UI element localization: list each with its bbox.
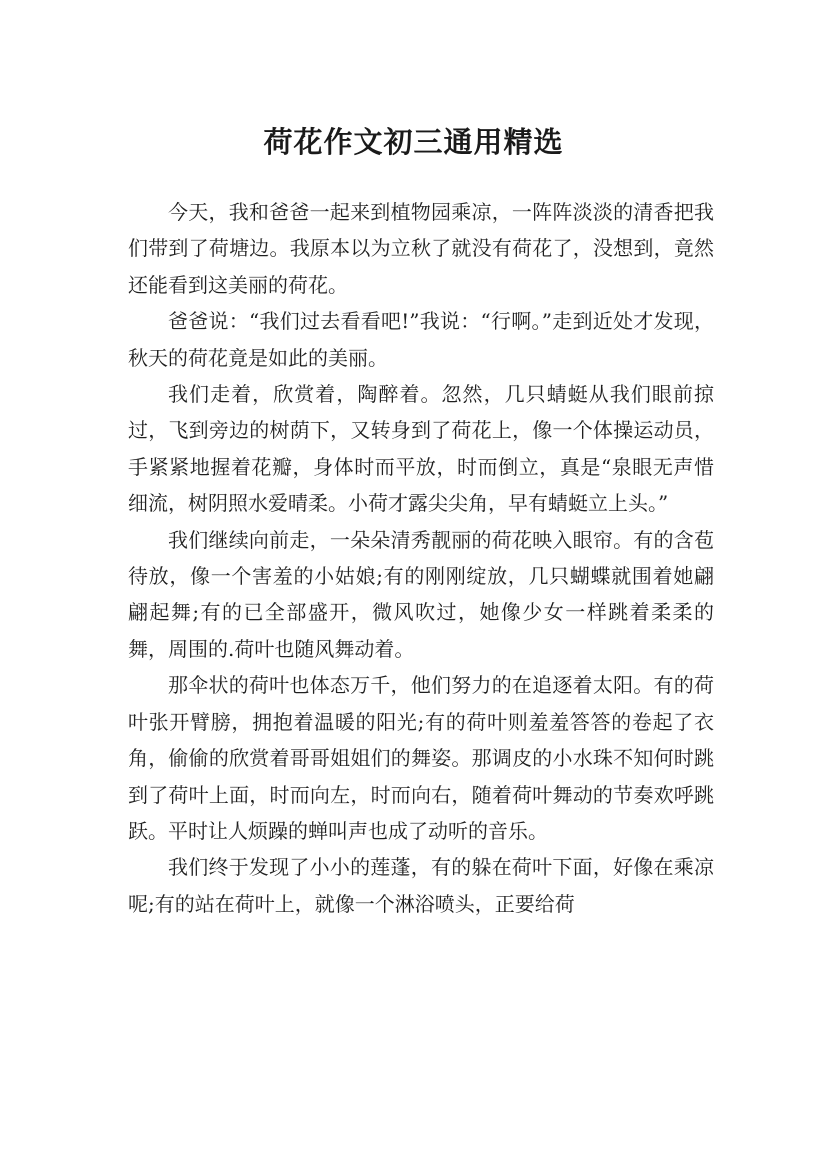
paragraph: 我们走着，欣赏着，陶醉着。忽然，几只蜻蜓从我们眼前掠过，飞到旁边的树荫下，又转身到了荷花上，像一个体操运动员，手紧紧地握着花瓣，身体时而平放，时而倒立，真是“泉眼无声惜细流，树阴照水爱晴柔。小荷才露尖尖角，早有蜻蜓立上头。” [128,382,714,516]
paragraph: 我们终于发现了小小的莲蓬，有的躲在荷叶下面，好像在乘凉呢;有的站在荷叶上，就像一个淋浴喷头，正要给荷 [128,855,714,916]
paragraph: 爸爸说：“我们过去看看吧!”我说：“行啊。”走到近处才发现，秋天的荷花竟是如此的美丽。 [128,309,714,370]
paragraph: 那伞状的荷叶也体态万千，他们努力的在追逐着太阳。有的荷叶张开臂膀，拥抱着温暖的阳光;有的荷叶则羞羞答答的卷起了衣角，偷偷的欣赏着哥哥姐姐们的舞姿。那调皮的小水珠不知何时跳到了荷叶上面，时而向左，时而向右，随着荷叶舞动的节奏欢呼跳跃。平时让人烦躁的蝉叫声也成了动听的音乐。 [128,673,714,843]
paragraph: 今天，我和爸爸一起来到植物园乘凉，一阵阵淡淡的清香把我们带到了荷塘边。我原本以为立秋了就没有荷花了，没想到，竟然还能看到这美丽的荷花。 [128,200,714,297]
document-body [128,194,714,922]
paragraph: 我们继续向前走，一朵朵清秀靓丽的荷花映入眼帘。有的含苞待放，像一个害羞的小姑娘;有的刚刚绽放，几只蝴蝶就围着她翩翩起舞;有的已全部盛开，微风吹过，她像少女一样跳着柔柔的舞，周围的.荷叶也随风舞动着。 [128,527,714,661]
document-title: 荷花作文初三通用精选 [263,125,564,160]
